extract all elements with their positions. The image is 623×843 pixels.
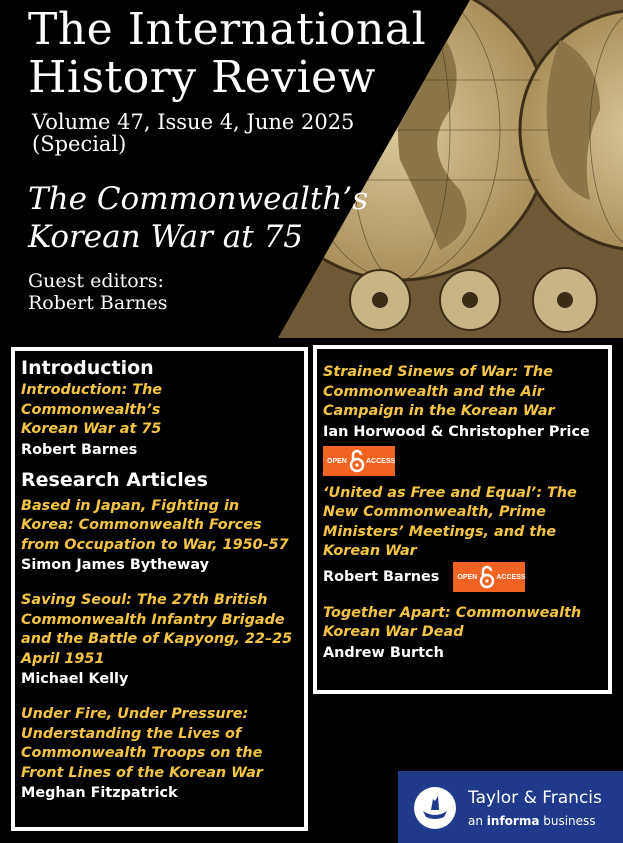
journal-title bbox=[28, 6, 426, 102]
publisher-logo[interactable] bbox=[398, 771, 623, 843]
journal-title-line1: The International bbox=[28, 4, 427, 55]
special-title-line1: The Commonwealth’s bbox=[28, 181, 369, 217]
publisher-subtitle bbox=[468, 814, 596, 828]
article-author: Ian Horwood & Christopher Price bbox=[323, 423, 590, 440]
article-entry[interactable] bbox=[21, 381, 296, 460]
article-author: Meghan Fitzpatrick bbox=[21, 785, 178, 801]
article-title[interactable]: ‘United as Free and Equal’: The New Commonwealth, Prime Ministers’ Meetings, and the Korean War bbox=[323, 484, 577, 559]
article-entry[interactable] bbox=[21, 591, 296, 689]
publisher-name: Taylor & Francis bbox=[468, 788, 602, 808]
article-title[interactable]: Introduction: The Commonwealth’s Korean War at 75 bbox=[21, 382, 163, 437]
open-access-word2: ACCESS bbox=[496, 573, 526, 581]
open-access-badge bbox=[323, 446, 395, 476]
guest-editors bbox=[28, 270, 168, 314]
article-author: Robert Barnes bbox=[323, 568, 440, 585]
open-access-word1: OPEN bbox=[327, 457, 347, 465]
contents-right-box bbox=[313, 345, 612, 694]
article-title[interactable]: Strained Sinews of War: The Commonwealth and the Air Campaign in the Korean War bbox=[323, 364, 555, 419]
guest-name: Robert Barnes bbox=[28, 292, 168, 314]
article-author: Simon James Bytheway bbox=[21, 557, 210, 573]
contents-left-box bbox=[11, 347, 308, 831]
open-access-word2: ACCESS bbox=[366, 457, 396, 465]
article-title[interactable]: Together Apart: Commonwealth Korean War Dead bbox=[323, 604, 582, 640]
publisher-sub-brand: informa bbox=[486, 814, 540, 828]
open-access-word1: OPEN bbox=[457, 573, 478, 581]
intro-heading: Introduction bbox=[21, 357, 154, 379]
research-heading: Research Articles bbox=[21, 468, 208, 491]
article-author: Robert Barnes bbox=[21, 441, 138, 458]
volume-line2: (Special) bbox=[32, 132, 127, 156]
journal-title-line2: History Review bbox=[28, 52, 376, 103]
article-author: Michael Kelly bbox=[21, 671, 129, 687]
publisher-sub-suffix: business bbox=[539, 814, 596, 828]
article-entry[interactable] bbox=[323, 604, 600, 663]
publisher-emblem-icon bbox=[414, 787, 456, 829]
volume-info bbox=[32, 111, 354, 155]
article-entry[interactable] bbox=[21, 497, 296, 576]
article-entry[interactable] bbox=[323, 484, 600, 592]
special-title-line2: Korean War at 75 bbox=[28, 219, 304, 255]
open-lock-icon bbox=[349, 449, 365, 473]
publisher-sub-prefix: an bbox=[468, 814, 487, 828]
guest-label: Guest editors: bbox=[28, 270, 164, 292]
special-issue-title bbox=[28, 180, 368, 256]
open-access-badge bbox=[453, 562, 525, 592]
article-author: Andrew Burtch bbox=[323, 644, 444, 661]
volume-line1: Volume 47, Issue 4, June 2025 bbox=[32, 110, 355, 134]
open-lock-icon bbox=[479, 565, 495, 589]
article-entry[interactable] bbox=[323, 363, 600, 476]
article-title[interactable]: Under Fire, Under Pressure: Understanding the Lives of Commonwealth Troops on the Front Lines of the Korean War bbox=[21, 706, 263, 781]
article-title[interactable]: Based in Japan, Fighting in Korea: Commonwealth Forces from Occupation to War, 1950-57 bbox=[21, 497, 289, 553]
article-entry[interactable] bbox=[21, 705, 296, 803]
article-title[interactable]: Saving Seoul: The 27th British Commonwealth Infantry Brigade and the Battle of Kapyong, 22–25 April 1951 bbox=[21, 592, 293, 667]
